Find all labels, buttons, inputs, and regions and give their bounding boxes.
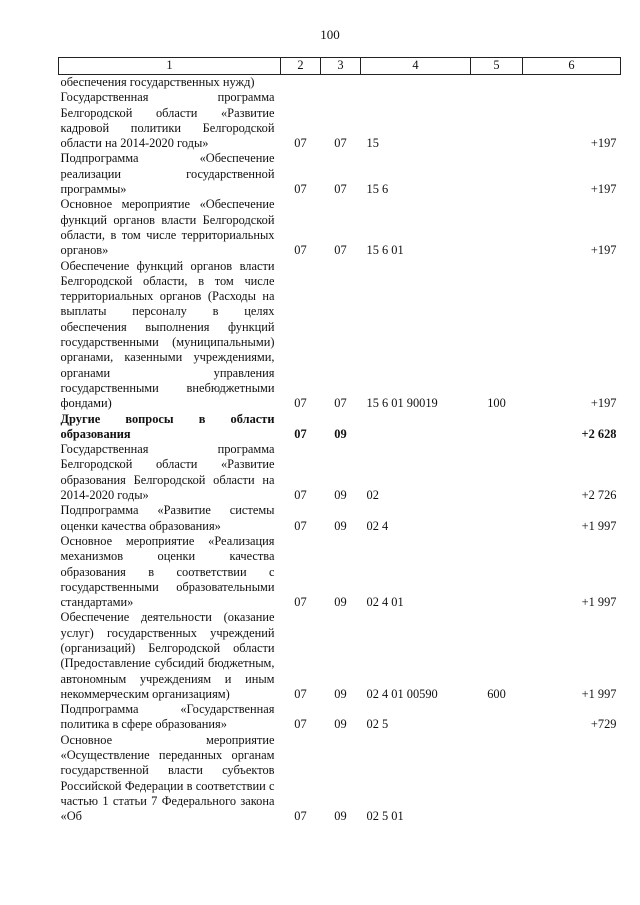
row-subsection: 07 [334, 243, 347, 258]
row-section: 07 [294, 243, 307, 258]
row-amount: +1 997 [581, 595, 617, 610]
row-target-code: 15 [366, 136, 379, 151]
row-section: 07 [294, 595, 307, 610]
row-amount [523, 733, 621, 825]
row-subsection: 07 [334, 396, 347, 411]
row-expense-type [471, 412, 523, 443]
row-target-code [361, 75, 471, 91]
header-cell: 3 [321, 58, 361, 75]
header-cell: 4 [361, 58, 471, 75]
row-subsection: 09 [334, 518, 347, 533]
row-expense-type [471, 75, 523, 91]
header-cell: 1 [59, 58, 281, 75]
row-section: 07 [294, 809, 307, 824]
row-subsection: 09 [334, 717, 347, 732]
row-target-code: 02 4 01 [366, 595, 404, 610]
header-row [59, 58, 621, 75]
row-name: Государственная программа Белгородской области «Развитие кадровой политики Белгородской области на 2014-2020 годы» [60, 90, 275, 151]
row-section: 07 [294, 426, 307, 441]
row-subsection: 09 [334, 686, 347, 701]
row-amount: +197 [590, 136, 617, 151]
row-name: Подпрограмма «Обеспечение реализации государственной программы» [60, 151, 275, 197]
row-amount: +2 726 [581, 488, 617, 503]
row-section: 07 [294, 136, 307, 151]
row-subsection: 07 [334, 136, 347, 151]
row-name: Подпрограмма «Государственная политика в сфере образования» [60, 702, 275, 732]
row-expense-type [471, 442, 523, 503]
row-target-code: 02 [366, 488, 379, 503]
row-section: 07 [294, 396, 307, 411]
row-expense-type [471, 90, 523, 151]
table-row [59, 610, 621, 702]
table-row [59, 733, 621, 825]
table-row [59, 75, 621, 91]
row-name: Обеспечение деятельности (оказание услуг) государственных учреждений (организаций) Белгородской области (Предоставление субсидий бюджетным, автономным учреждениям и иным некоммерческим организациям) [60, 610, 275, 701]
table-row [59, 90, 621, 151]
row-subsection [321, 75, 361, 91]
header-cell: 5 [471, 58, 523, 75]
row-section: 07 [294, 717, 307, 732]
row-target-code: 02 4 [366, 518, 389, 533]
row-name: обеспечения государственных нужд) [60, 75, 255, 89]
row-name: Обеспечение функций органов власти Белгородской области, в том числе территориальных органов (Расходы на выплаты персоналу в целях обеспечения выполнения функций государственными (муниципальными) органами, казенными учреждениями, органами управления государственными внебюджетными фондами) [60, 258, 275, 411]
row-target-code: 15 6 [366, 182, 389, 197]
table-row [59, 534, 621, 610]
row-target-code: 02 5 01 [366, 809, 404, 824]
row-expense-type: 100 [487, 396, 506, 411]
row-name: Основное мероприятие «Осуществление переданных органам государственной власти субъектов Российской Федерации в соответствии с частью 1 статьи 7 Федерального закона «Об [60, 732, 275, 824]
header-cell: 6 [523, 58, 621, 75]
table-row [59, 503, 621, 534]
header-cell: 2 [281, 58, 321, 75]
row-section: 07 [294, 518, 307, 533]
row-section: 07 [294, 182, 307, 197]
row-subsection: 09 [334, 595, 347, 610]
row-subsection: 09 [334, 426, 347, 441]
row-amount: +197 [590, 182, 617, 197]
row-name: Государственная программа Белгородской области «Развитие образования Белгородской области на 2014-2020 годы» [60, 442, 275, 503]
row-subsection: 09 [334, 809, 347, 824]
row-target-code: 15 6 01 [366, 243, 404, 258]
row-expense-type [471, 733, 523, 825]
table-row [59, 442, 621, 503]
table-row [59, 151, 621, 197]
row-expense-type [471, 503, 523, 534]
row-expense-type: 600 [487, 686, 506, 701]
table-row-section-total [59, 412, 621, 443]
budget-table [58, 57, 621, 825]
row-amount: +197 [590, 243, 617, 258]
page-number: 100 [320, 27, 340, 42]
row-amount: +2 628 [581, 426, 617, 441]
row-section: 07 [294, 686, 307, 701]
row-target-code: 15 6 01 90019 [366, 396, 438, 411]
table-row [59, 702, 621, 733]
row-name: Основное мероприятие «Обеспечение функций органов власти Белгородской области, в том числе территориальных органов» [60, 197, 275, 258]
row-amount: +197 [590, 396, 617, 411]
row-amount: +1 997 [581, 686, 617, 701]
row-section [281, 75, 321, 91]
row-expense-type [471, 197, 523, 258]
row-amount [523, 75, 621, 91]
table-row [59, 197, 621, 258]
row-expense-type [471, 151, 523, 197]
row-target-code [361, 412, 471, 443]
row-name: Подпрограмма «Развитие системы оценки качества образования» [60, 503, 275, 533]
row-target-code: 02 5 [366, 717, 389, 732]
row-section: 07 [294, 488, 307, 503]
row-expense-type [471, 534, 523, 610]
row-subsection: 07 [334, 182, 347, 197]
row-amount: +1 997 [581, 518, 617, 533]
row-name: Другие вопросы в области образования [60, 411, 275, 441]
row-expense-type [471, 702, 523, 733]
table-row [59, 259, 621, 412]
row-amount: +729 [590, 717, 617, 732]
row-name: Основное мероприятие «Реализация механизмов оценки качества образования в соответствии с государственными образовательными стандартами» [60, 533, 275, 610]
row-target-code: 02 4 01 00590 [366, 686, 438, 701]
row-subsection: 09 [334, 488, 347, 503]
